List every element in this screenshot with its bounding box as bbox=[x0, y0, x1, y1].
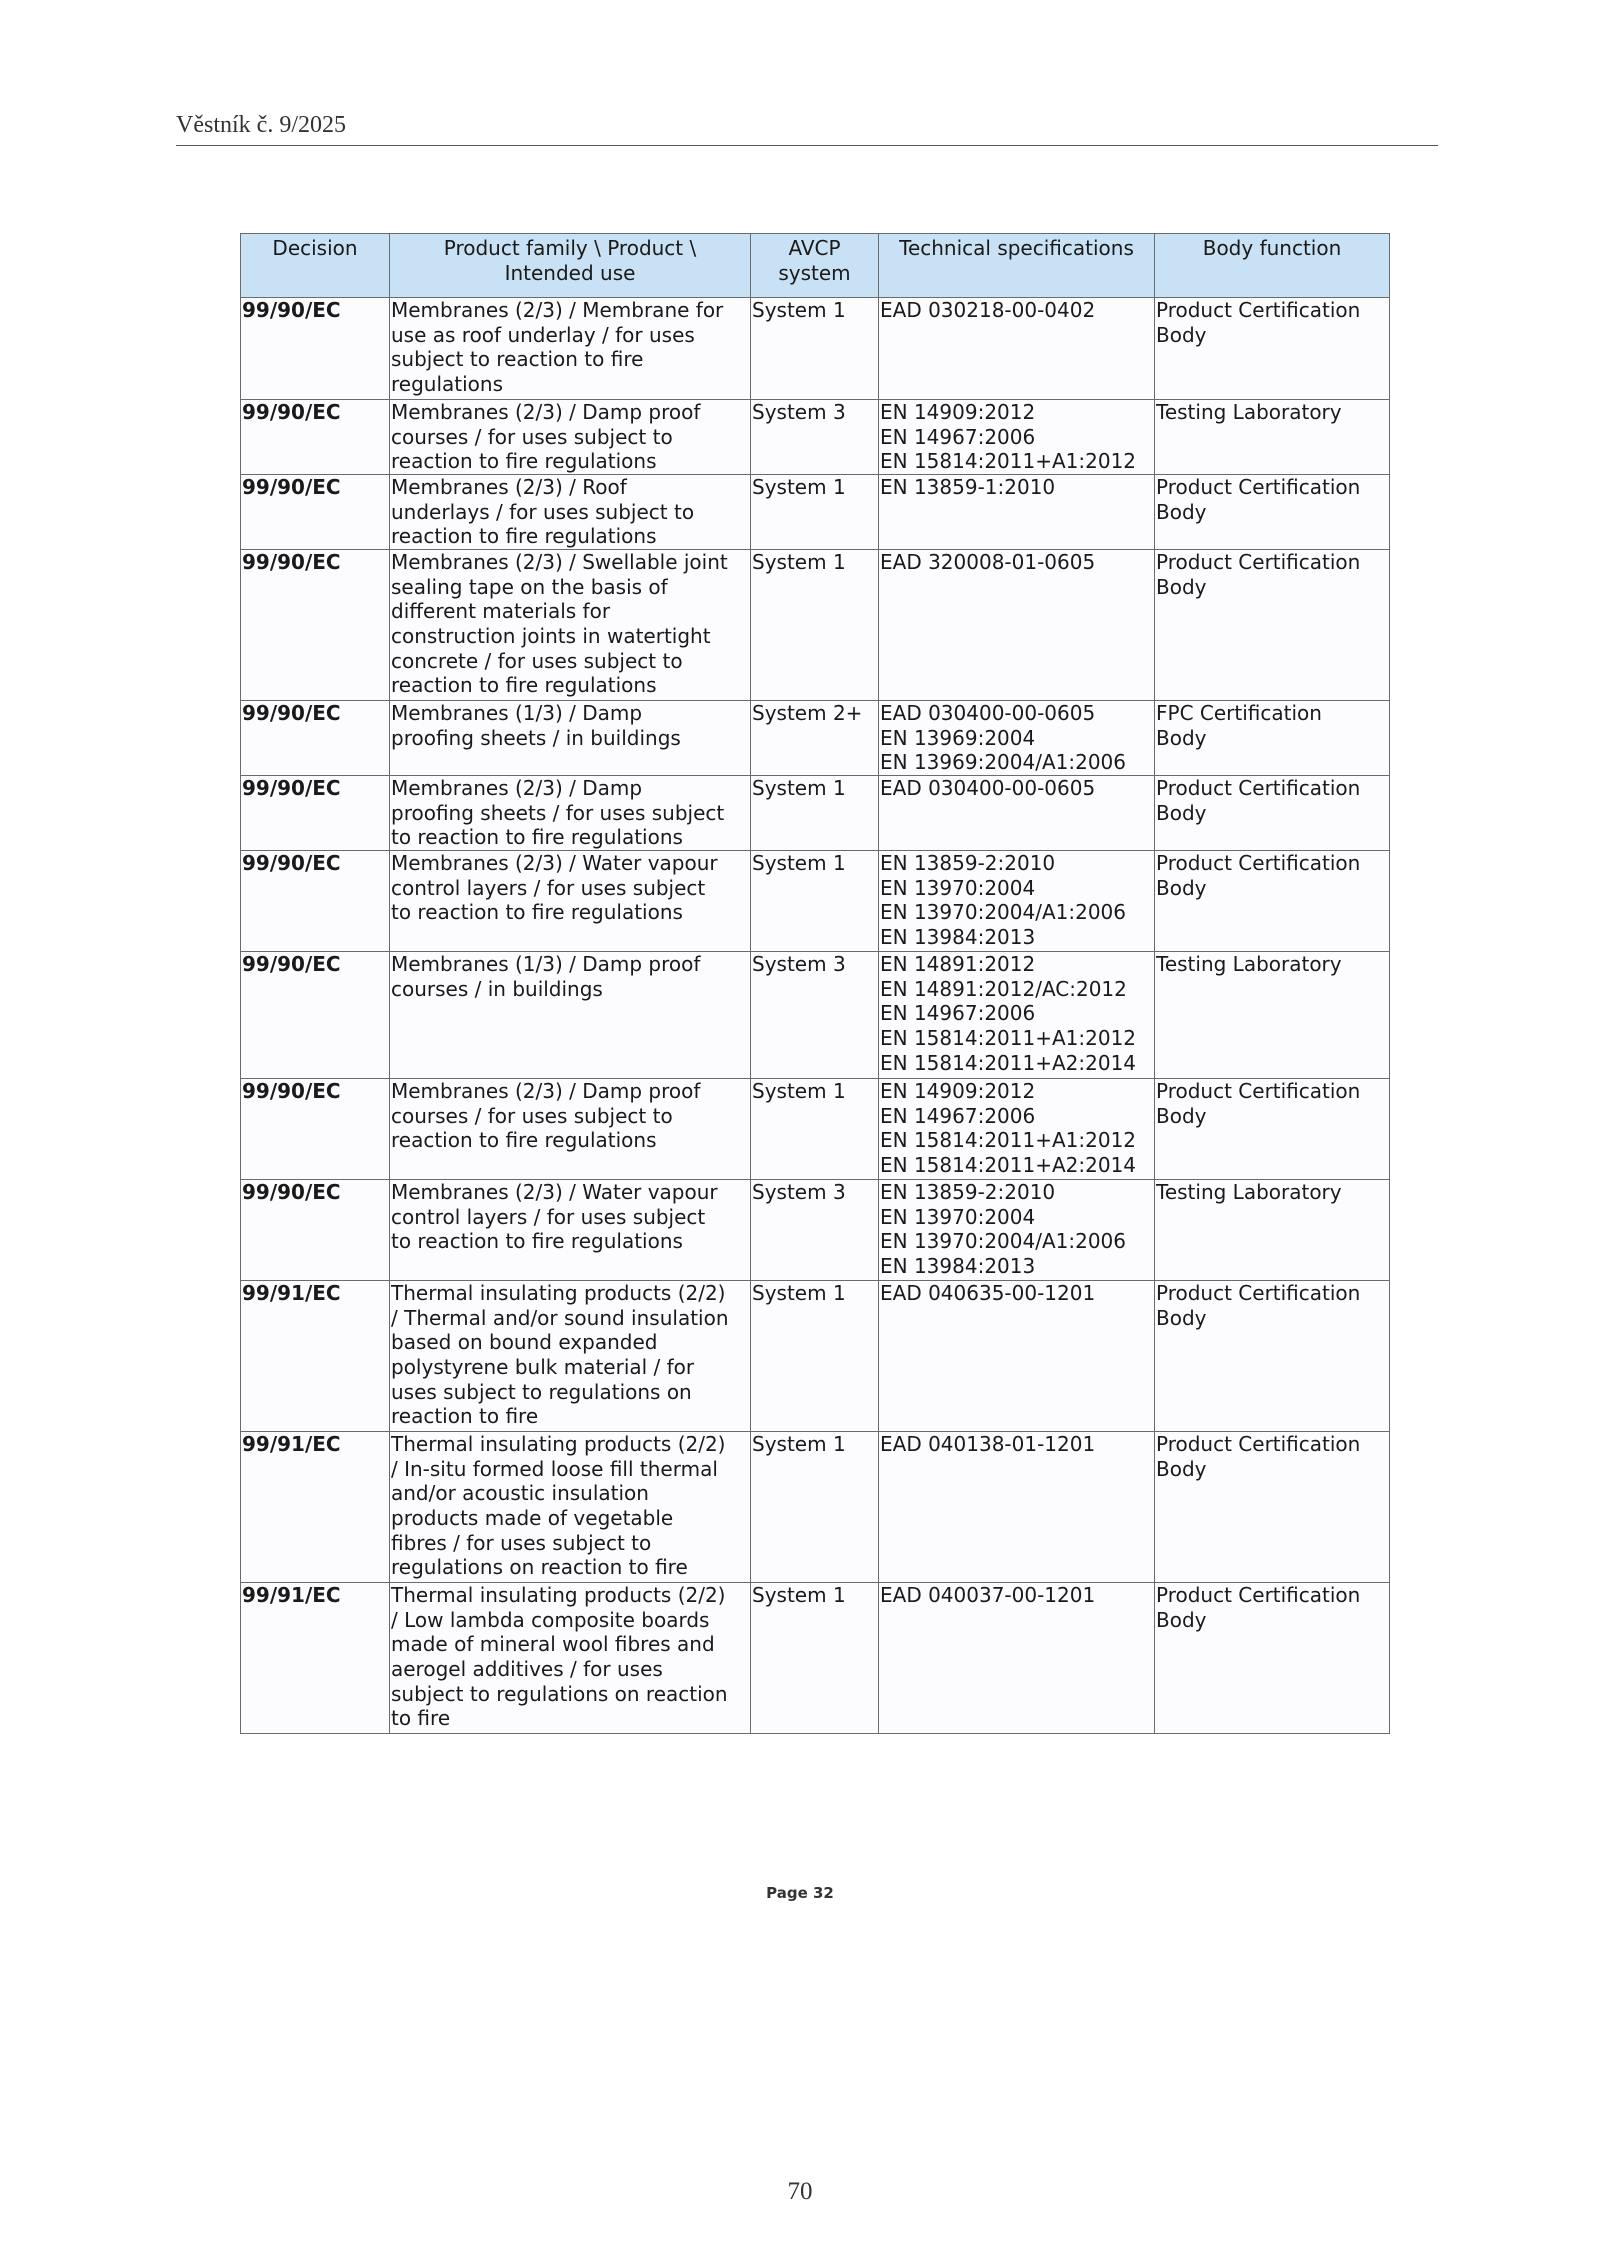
table-row bbox=[241, 952, 1390, 1079]
cell-product: Membranes (2/3) / Water vapour control layers / for uses subject to reaction to fire regulations bbox=[390, 1180, 751, 1281]
table-row bbox=[241, 1180, 1390, 1281]
cell-specs: EN 14909:2012 EN 14967:2006 EN 15814:2011+A1:2012 bbox=[879, 400, 1155, 475]
cell-body: Product Certification Body bbox=[1155, 298, 1390, 400]
cell-specs: EAD 040635-00-1201 bbox=[879, 1281, 1155, 1432]
page-number: 70 bbox=[787, 2178, 813, 2205]
table-row bbox=[241, 475, 1390, 550]
cell-body: Testing Laboratory bbox=[1155, 952, 1390, 1079]
table-row bbox=[241, 1281, 1390, 1432]
cell-avcp: System 1 bbox=[751, 1432, 879, 1583]
avcp-table bbox=[240, 233, 1390, 1734]
table-row bbox=[241, 298, 1390, 400]
cell-decision: 99/90/EC bbox=[241, 701, 390, 776]
cell-specs: EAD 040037-00-1201 bbox=[879, 1583, 1155, 1734]
cell-avcp: System 1 bbox=[751, 776, 879, 851]
cell-specs: EAD 030218-00-0402 bbox=[879, 298, 1155, 400]
cell-specs: EN 13859-2:2010 EN 13970:2004 EN 13970:2004/A1:2006 EN 13984:2013 bbox=[879, 851, 1155, 952]
cell-decision: 99/90/EC bbox=[241, 1079, 390, 1180]
cell-specs: EAD 040138-01-1201 bbox=[879, 1432, 1155, 1583]
column-header-decision: Decision bbox=[241, 234, 390, 298]
cell-specs: EN 13859-2:2010 EN 13970:2004 EN 13970:2004/A1:2006 EN 13984:2013 bbox=[879, 1180, 1155, 1281]
page-label: Page 32 bbox=[766, 1884, 834, 1902]
cell-decision: 99/90/EC bbox=[241, 851, 390, 952]
cell-avcp: System 3 bbox=[751, 952, 879, 1079]
table-row bbox=[241, 400, 1390, 475]
cell-product: Thermal insulating products (2/2) / Low lambda composite boards made of mineral wool fibres and aerogel additives / for uses subject to regulations on reaction to fire bbox=[390, 1583, 751, 1734]
column-header-product: Product family \ Product \ Intended use bbox=[390, 234, 751, 298]
column-header-body: Body function bbox=[1155, 234, 1390, 298]
cell-product: Membranes (2/3) / Membrane for use as roof underlay / for uses subject to reaction to fire regulations bbox=[390, 298, 751, 400]
table-row bbox=[241, 1432, 1390, 1583]
cell-decision: 99/90/EC bbox=[241, 952, 390, 1079]
column-header-specs: Technical specifications bbox=[879, 234, 1155, 298]
cell-avcp: System 3 bbox=[751, 400, 879, 475]
table-row bbox=[241, 851, 1390, 952]
cell-decision: 99/90/EC bbox=[241, 776, 390, 851]
cell-product: Thermal insulating products (2/2) / Thermal and/or sound insulation based on bound expanded polystyrene bulk material / for uses subject to regulations on reaction to fire bbox=[390, 1281, 751, 1432]
cell-avcp: System 1 bbox=[751, 298, 879, 400]
cell-product: Membranes (2/3) / Roof underlays / for uses subject to reaction to fire regulations bbox=[390, 475, 751, 550]
table-row bbox=[241, 1079, 1390, 1180]
cell-product: Membranes (2/3) / Damp proof courses / for uses subject to reaction to fire regulations bbox=[390, 400, 751, 475]
cell-avcp: System 2+ bbox=[751, 701, 879, 776]
cell-body: Testing Laboratory bbox=[1155, 400, 1390, 475]
cell-product: Membranes (2/3) / Water vapour control layers / for uses subject to reaction to fire regulations bbox=[390, 851, 751, 952]
cell-decision: 99/91/EC bbox=[241, 1432, 390, 1583]
cell-avcp: System 1 bbox=[751, 851, 879, 952]
table-body bbox=[241, 298, 1390, 1734]
cell-body: Product Certification Body bbox=[1155, 1079, 1390, 1180]
table-row bbox=[241, 1583, 1390, 1734]
cell-avcp: System 1 bbox=[751, 475, 879, 550]
cell-decision: 99/90/EC bbox=[241, 400, 390, 475]
cell-body: Testing Laboratory bbox=[1155, 1180, 1390, 1281]
table-header-row bbox=[241, 234, 1390, 298]
cell-product: Membranes (2/3) / Swellable joint sealing tape on the basis of different materials for construction joints in watertight concrete / for uses subject to reaction to fire regulations bbox=[390, 550, 751, 701]
cell-body: Product Certification Body bbox=[1155, 550, 1390, 701]
cell-specs: EN 14909:2012 EN 14967:2006 EN 15814:2011+A1:2012 EN 15814:2011+A2:2014 bbox=[879, 1079, 1155, 1180]
table-header bbox=[241, 234, 1390, 298]
header-rule bbox=[176, 145, 1438, 146]
cell-decision: 99/90/EC bbox=[241, 298, 390, 400]
table-row bbox=[241, 776, 1390, 851]
cell-specs: EAD 030400-00-0605 EN 13969:2004 EN 13969:2004/A1:2006 bbox=[879, 701, 1155, 776]
cell-body: Product Certification Body bbox=[1155, 1583, 1390, 1734]
cell-decision: 99/90/EC bbox=[241, 475, 390, 550]
cell-product: Thermal insulating products (2/2) / In-situ formed loose fill thermal and/or acoustic insulation products made of vegetable fibres / for uses subject to regulations on reaction to fire bbox=[390, 1432, 751, 1583]
cell-avcp: System 1 bbox=[751, 1583, 879, 1734]
cell-body: Product Certification Body bbox=[1155, 475, 1390, 550]
page-header-title: Věstník č. 9/2025 bbox=[176, 112, 346, 138]
cell-avcp: System 1 bbox=[751, 1281, 879, 1432]
cell-decision: 99/91/EC bbox=[241, 1583, 390, 1734]
cell-body: Product Certification Body bbox=[1155, 776, 1390, 851]
cell-body: Product Certification Body bbox=[1155, 851, 1390, 952]
cell-product: Membranes (1/3) / Damp proofing sheets / in buildings bbox=[390, 701, 751, 776]
cell-product: Membranes (1/3) / Damp proof courses / in buildings bbox=[390, 952, 751, 1079]
cell-decision: 99/90/EC bbox=[241, 550, 390, 701]
cell-decision: 99/90/EC bbox=[241, 1180, 390, 1281]
cell-avcp: System 3 bbox=[751, 1180, 879, 1281]
cell-product: Membranes (2/3) / Damp proof courses / for uses subject to reaction to fire regulations bbox=[390, 1079, 751, 1180]
table-row bbox=[241, 550, 1390, 701]
cell-specs: EAD 320008-01-0605 bbox=[879, 550, 1155, 701]
cell-avcp: System 1 bbox=[751, 550, 879, 701]
cell-specs: EAD 030400-00-0605 bbox=[879, 776, 1155, 851]
cell-specs: EN 14891:2012 EN 14891:2012/AC:2012 EN 14967:2006 EN 15814:2011+A1:2012 EN 15814:2011+A2:2014 bbox=[879, 952, 1155, 1079]
cell-product: Membranes (2/3) / Damp proofing sheets / for uses subject to reaction to fire regulations bbox=[390, 776, 751, 851]
cell-decision: 99/91/EC bbox=[241, 1281, 390, 1432]
cell-body: FPC Certification Body bbox=[1155, 701, 1390, 776]
column-header-avcp: AVCP system bbox=[751, 234, 879, 298]
cell-body: Product Certification Body bbox=[1155, 1281, 1390, 1432]
table-row bbox=[241, 701, 1390, 776]
cell-body: Product Certification Body bbox=[1155, 1432, 1390, 1583]
cell-avcp: System 1 bbox=[751, 1079, 879, 1180]
cell-specs: EN 13859-1:2010 bbox=[879, 475, 1155, 550]
